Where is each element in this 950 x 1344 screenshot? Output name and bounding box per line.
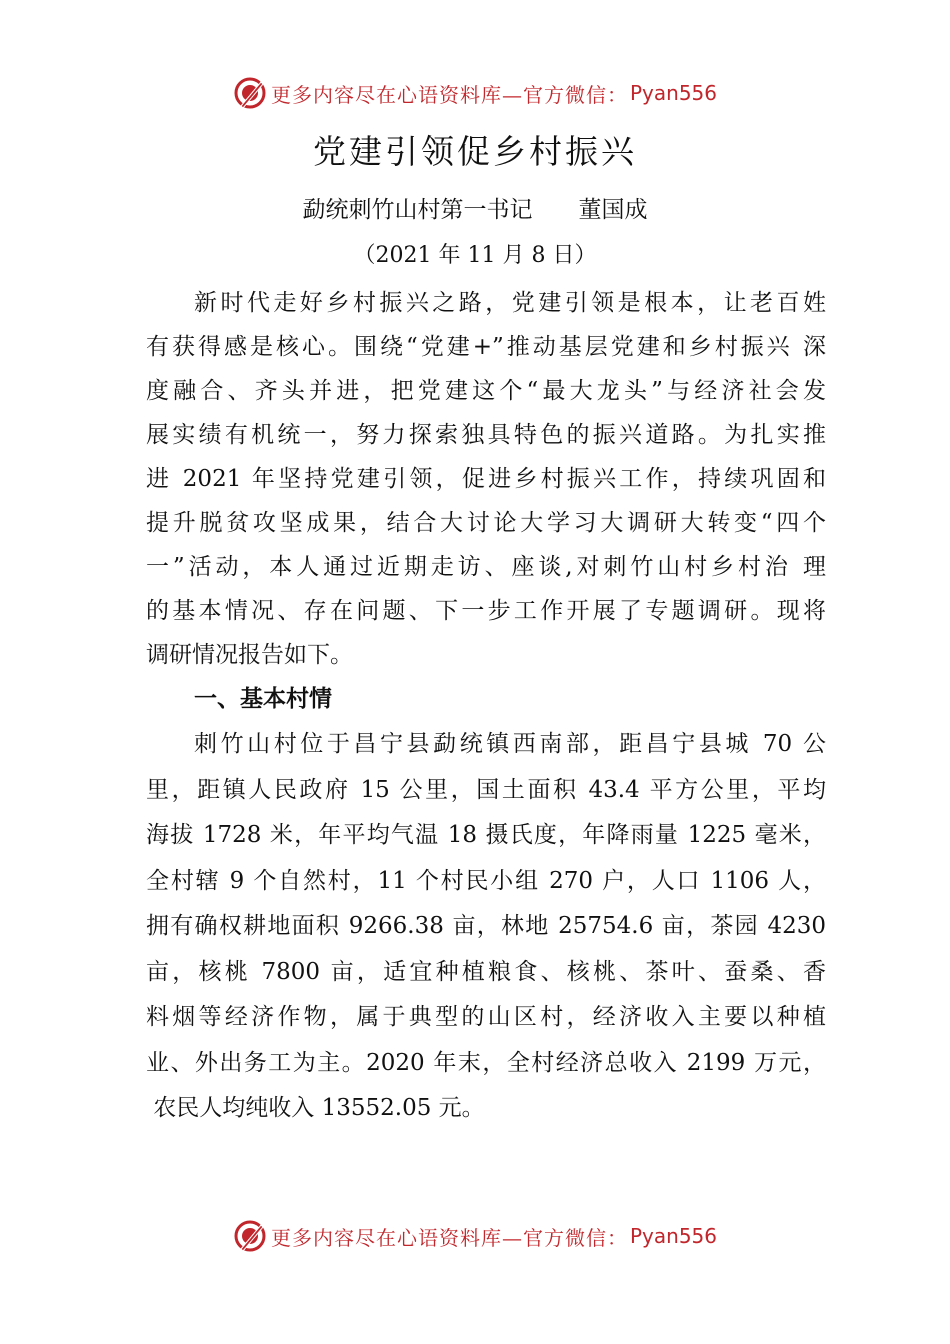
quill-logo-icon bbox=[233, 76, 267, 110]
watermark-text: 更多内容尽在心语资料库—官方微信： bbox=[270, 82, 628, 107]
paragraph-line: 农民人均纯收入 13552.05 元。 bbox=[146, 1095, 485, 1121]
paragraph-line: 一”活动，本人通过近期走访、座谈,对刺竹山村乡村治 理 bbox=[146, 554, 826, 580]
document-author: 勐统刺竹山村第一书记 董国成 bbox=[302, 197, 648, 223]
paragraph-line: 进 2021 年坚持党建引领，促进乡村振兴工作，持续巩固和 bbox=[146, 466, 826, 492]
watermark-wechat-id: Pyan556 bbox=[629, 1224, 717, 1248]
intro-paragraph bbox=[146, 281, 826, 677]
document-date: （2021 年 11 月 8 日） bbox=[353, 243, 597, 268]
paragraph-line: 展实绩有机统一，努力探索独具特色的振兴道路。为扎实推 bbox=[146, 422, 826, 448]
watermark-header bbox=[0, 73, 950, 113]
paragraph-line: 全村辖 9 个自然村，11 个村民小组 270 户，人口 1106 人， bbox=[146, 867, 826, 894]
paragraph-line: 亩，核桃 7800 亩，适宜种植粮食、核桃、茶叶、蚕桑、香 bbox=[146, 958, 826, 985]
paragraph-line: 海拔 1728 米，年平均气温 18 摄氏度，年降雨量 1225 毫米， bbox=[146, 822, 826, 848]
village-info-paragraph bbox=[146, 722, 826, 1132]
paragraph-line: 提升脱贫攻坚成果，结合大讨论大学习大调研大转变“四个 bbox=[146, 510, 826, 536]
paragraph-line: 料烟等经济作物，属于典型的山区村，经济收入主要以种植 bbox=[146, 1004, 826, 1030]
paragraph-line: 有获得感是核心。围绕“党建+”推动基层党建和乡村振兴 深 bbox=[146, 334, 826, 360]
paragraph-line: 新时代走好乡村振兴之路，党建引领是根本，让老百姓 bbox=[194, 290, 826, 316]
paragraph-line: 调研情况报告如下。 bbox=[146, 642, 353, 668]
watermark-wechat-id: Pyan556 bbox=[629, 81, 717, 105]
paragraph-line: 度融合、齐头并进，把党建这个“最大龙头”与经济社会发 bbox=[146, 378, 826, 404]
watermark-text: 更多内容尽在心语资料库—官方微信： bbox=[270, 1225, 628, 1250]
watermark-footer bbox=[0, 1216, 950, 1256]
section-heading: 一、基本村情 bbox=[194, 686, 332, 712]
document-title: 党建引领促乡村振兴 bbox=[313, 132, 637, 171]
paragraph-line: 里，距镇人民政府 15 公里，国土面积 43.4 平方公里，平均 bbox=[146, 776, 826, 803]
paragraph-line: 拥有确权耕地面积 9266.38 亩，林地 25754.6 亩，茶园 4230 bbox=[146, 913, 826, 939]
paragraph-line: 刺竹山村位于昌宁县勐统镇西南部，距昌宁县城 70 公 bbox=[194, 731, 826, 757]
paragraph-line: 的基本情况、存在问题、下一步工作开展了专题调研。现将 bbox=[146, 598, 826, 624]
quill-logo-icon bbox=[233, 1219, 267, 1253]
paragraph-line: 业、外出务工为主。2020 年末，全村经济总收入 2199 万元， bbox=[146, 1049, 826, 1076]
